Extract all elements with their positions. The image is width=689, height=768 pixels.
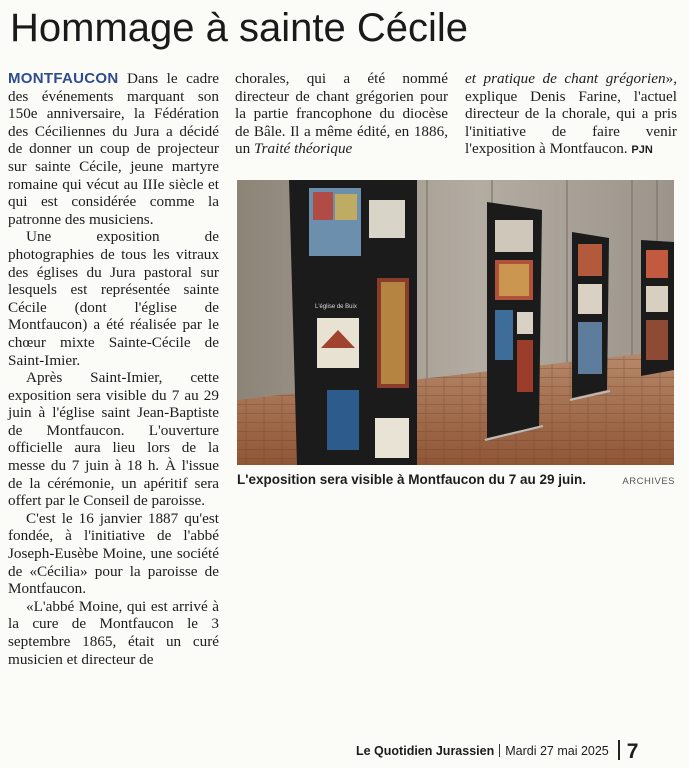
footer-separator — [499, 744, 500, 757]
page-footer — [356, 740, 682, 762]
newspaper-name: Le Quotidien Jurassien — [356, 744, 495, 758]
photo-caption: L'exposition sera visible à Montfaucon du 7 au 29 juin. — [237, 472, 587, 487]
text-column-2 — [235, 70, 448, 158]
paragraph-history: C'est le 16 janvier 1887 qu'est fondée, à l'initiative de l'abbé Joseph-Eusèbe Moine, une société de «Cécilia» pour la paroisse de Montfaucon. — [8, 509, 219, 598]
paragraph-conclusion — [465, 70, 677, 160]
footer-bar — [618, 740, 620, 760]
book-title-part-2: et pratique de chant grégorien — [465, 70, 666, 87]
dateline: MONTFAUCON — [8, 70, 119, 87]
photo-illustration — [237, 180, 674, 465]
conclusion-text: », explique Denis Farine, l'actuel directeur de la chorale, qui a pris l'initiative de faire venir l'exposition à Montfaucon. — [465, 70, 677, 158]
paragraph-exposition: Une exposition de photographies de tous les vitraux des églises du Jura pastoral sur lesquels est représentée sainte Cécile (dont l'église de Montfaucon) a été réalisée par le chœur mixte Sainte-Cécile de Saint-Imier. — [8, 228, 219, 369]
paragraph-intro-text: Dans le cadre des événements marquant son 150e anniversaire, la Fédération des Céciliennes du Jura a décidé de donner un coup de projecteur sur sainte Cécile, jeune martyre romaine qui vécut au IIIe siècle et qui est considérée comme la patronne des musiciens. — [8, 70, 219, 228]
paragraph-continued — [235, 70, 448, 158]
paragraph-dates: Après Saint-Imier, cette exposition sera visible du 7 au 29 juin à l'église saint Jean-Baptiste de Montfaucon. L'ouverture officielle aura lieu lors de la messe du 7 juin à 18 h. À l'issue de la cérémonie, un apéritif sera offert par le Conseil de paroisse. — [8, 369, 219, 510]
banner-stand-3 — [570, 232, 610, 400]
photo-credit: ARCHIVES — [622, 476, 675, 487]
book-title-part-1: Traité théorique — [253, 140, 353, 158]
continued-text: chorales, qui a été nommé directeur de chant grégorien pour la partie francophone du diocèse de Bâle. Il a même édité, en 1886, un — [235, 70, 448, 158]
banner-stand-1 — [289, 180, 417, 465]
exhibition-photo — [237, 180, 674, 465]
banner-stand-4 — [641, 240, 674, 376]
panel-label: L'église de Buix — [315, 304, 357, 310]
text-column-3 — [465, 70, 677, 160]
paragraph-quote: «L'abbé Moine, qui est arrivé à la cure de Montfaucon le 3 septembre 1865, était un curé musicien et directeur de — [8, 597, 219, 668]
paragraph-intro — [8, 70, 219, 228]
page-number: 7 — [626, 740, 639, 763]
publication-date: Mardi 27 mai 2025 — [505, 744, 609, 758]
author-signature: PJN — [631, 144, 653, 157]
text-column-1 — [8, 70, 219, 668]
headline: Hommage à sainte Cécile — [10, 6, 468, 50]
banner-stand-2 — [485, 202, 543, 440]
